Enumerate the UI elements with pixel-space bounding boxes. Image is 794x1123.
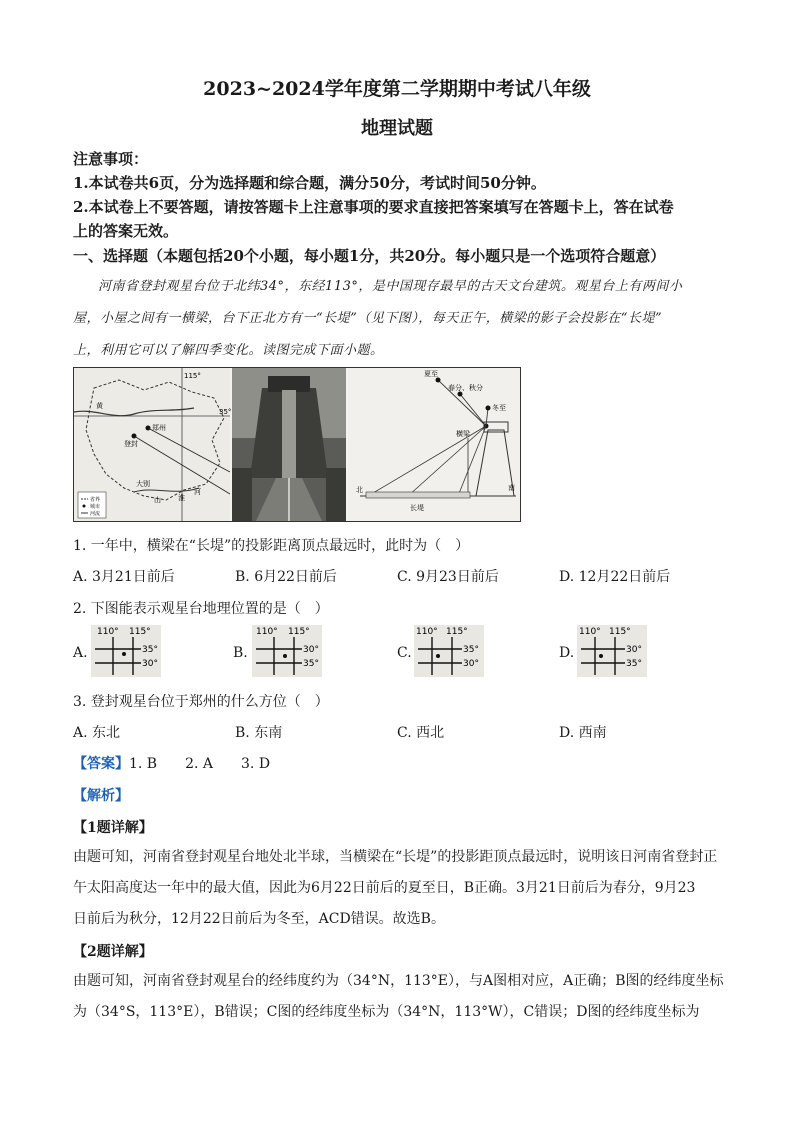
q2-detail-line-2: 为（34°S，113°E），B错误；C图的经纬度坐标为（34°N，113°W），C错误；D图的经纬度坐标为	[73, 1004, 700, 1020]
question-1-option-a: A. 3月21日前后	[73, 569, 175, 585]
question-1-option-d: D. 12月22日前后	[559, 569, 671, 585]
q1-detail-line-3: 日前后为秋分，12月22日前后为冬至，ACD错误。故选B。	[73, 911, 445, 927]
label-long-dike: 长堤	[410, 504, 424, 512]
analysis-tag: 【解析】	[73, 788, 129, 804]
passage-line-3: 上，利用它可以了解四季变化。读图完成下面小题。	[73, 343, 384, 358]
label-equinox: 春分、秋分	[448, 384, 483, 392]
map-region-he: 河	[194, 488, 201, 496]
question-2-option-b: B.	[233, 645, 248, 661]
page-title: 2023~2024学年度第二学期期中考试八年级	[203, 78, 591, 100]
grid-a-lat-2: 30°	[142, 659, 158, 669]
label-summer-solstice: 夏至	[424, 370, 438, 378]
map-region-huai: 淮	[178, 494, 185, 502]
answer-line	[73, 753, 270, 773]
notice-item-1: 1.本试卷共6页，分为选择题和综合题，满分50分，考试时间50分钟。	[73, 174, 546, 192]
grid-a-lon-1: 110°	[97, 627, 119, 637]
label-beam: 横梁	[456, 430, 470, 438]
label-winter-solstice: 冬至	[492, 404, 506, 412]
shadow-diagram	[348, 368, 520, 521]
label-south: 南	[508, 484, 515, 492]
question-1-option-b: B. 6月22日前后	[235, 569, 337, 585]
question-2-option-c: C.	[397, 645, 412, 661]
map-legend-river: 河流	[90, 511, 101, 517]
notice-heading: 注意事项：	[73, 150, 149, 168]
notice-item-2-line2: 上的答案无效。	[73, 222, 179, 240]
question-1-option-c: C. 9月23日前后	[397, 569, 499, 585]
grid-d-lat-2: 35°	[626, 659, 642, 669]
question-3-stem: 3. 登封观星台位于郑州的什么方位（ ）	[73, 694, 329, 710]
question-1-stem: 1. 一年中，横梁在“长堤”的投影距离顶点最远时，此时为（ ）	[73, 538, 470, 554]
map-region-shan: 山	[154, 496, 161, 504]
map-lon-label: 115°	[184, 372, 201, 380]
grid-b-lat-2: 35°	[303, 659, 319, 669]
grid-c-lat-1: 35°	[463, 645, 479, 655]
section-heading: 一、选择题（本题包括20个小题，每小题1分，共20分。每小题只是一个选项符合题意）	[73, 247, 666, 265]
passage-line-1: 河南省登封观星台位于北纬34°，东经113°，是中国现存最早的古天文台建筑。观星台上有两间小	[98, 279, 683, 294]
q2-detail-tag: 【2题详解】	[73, 944, 153, 960]
grid-a-lat-1: 35°	[142, 645, 158, 655]
map-legend-border: 省界	[90, 497, 101, 503]
grid-c-lat-2: 30°	[463, 659, 479, 669]
map-city-dengfeng: 登封	[124, 440, 138, 448]
grid-b-lat-1: 30°	[303, 645, 319, 655]
map-legend-city: 城市	[90, 504, 101, 510]
grid-d-lon-1: 110°	[579, 627, 601, 637]
grid-c-lon-2: 115°	[446, 627, 468, 637]
question-2-grid-b	[252, 625, 322, 677]
q2-detail-line-1: 由题可知，河南省登封观星台的经纬度约为（34°N，113°E），与A图相对应，A正确；B图的经纬度坐标	[73, 973, 724, 989]
question-3-option-b: B. 东南	[235, 725, 283, 741]
grid-d-lon-2: 115°	[609, 627, 631, 637]
answer-tag: 【答案】	[73, 756, 129, 772]
question-2-stem: 2. 下图能表示观星台地理位置的是（ ）	[73, 601, 329, 617]
notice-item-2-line1: 2.本试卷上不要答题，请按答题卡上注意事项的要求直接把答案填写在答题卡上，答在试卷	[73, 198, 674, 216]
question-3-option-a: A. 东北	[73, 725, 121, 741]
question-2-grid-c	[414, 625, 484, 677]
map-city-zhengzhou: 郑州	[152, 424, 166, 432]
grid-d-lat-1: 30°	[626, 645, 642, 655]
map-yellow-river: 黄	[96, 402, 103, 410]
label-north: 北	[356, 486, 363, 494]
observatory-photo	[232, 368, 346, 521]
map-lat-label: 35°	[219, 408, 232, 416]
question-3-option-c: C. 西北	[397, 725, 445, 741]
grid-a-lon-2: 115°	[129, 627, 151, 637]
question-2-grid-d	[577, 625, 647, 677]
question-2-option-d: D.	[559, 645, 575, 661]
question-2-option-a: A.	[73, 645, 88, 661]
map-region-dabie: 大别	[136, 480, 150, 488]
question-3-option-d: D. 西南	[559, 725, 607, 741]
q1-detail-line-1: 由题可知，河南省登封观星台地处北半球，当横梁在“长堤”的投影距顶点最远时，说明该日河南省登封正	[73, 849, 718, 865]
grid-b-lon-2: 115°	[288, 627, 310, 637]
henan-map	[74, 368, 230, 521]
passage-line-2: 屋，小屋之间有一横梁，台下正北方有一“长堤”（见下图），每天正午，横梁的影子会投影在“长堤”	[73, 311, 663, 326]
page-subtitle: 地理试题	[361, 118, 433, 139]
q1-detail-line-2: 午太阳高度达一年中的最大值，因此为6月22日前后的夏至日，B正确。3月21日前后为春分，9月23	[73, 880, 696, 896]
q1-detail-tag: 【1题详解】	[73, 820, 153, 836]
observatory-figure	[73, 367, 521, 522]
grid-b-lon-1: 110°	[256, 627, 278, 637]
grid-c-lon-1: 110°	[416, 627, 438, 637]
question-2-grid-a	[91, 625, 161, 677]
answer-values: 1. B 2. A 3. D	[129, 756, 271, 772]
